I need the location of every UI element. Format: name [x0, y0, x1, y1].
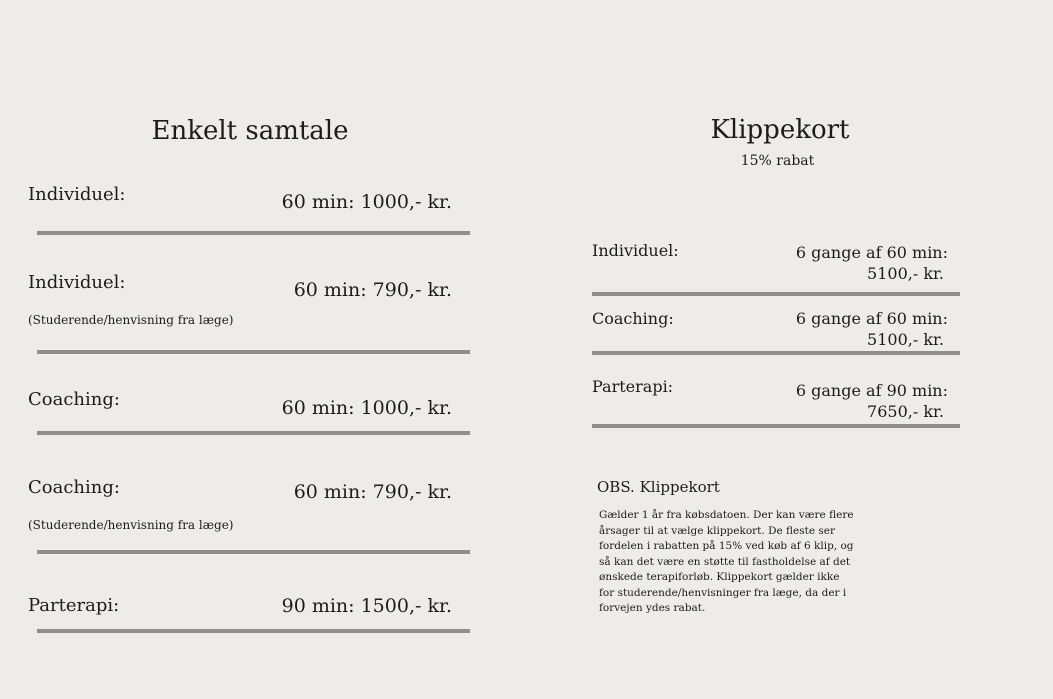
obs-title: OBS. Klippekort	[597, 478, 720, 496]
row-note-student: (Studerende/henvisning fra læge)	[28, 313, 234, 327]
klip-price-parterapi	[760, 380, 948, 422]
enkelt-samtale-heading: Enkelt samtale	[151, 116, 349, 146]
klip-label-individuel: Individuel:	[592, 241, 679, 260]
klip-price-line: 6 gange af 60 min:	[795, 243, 948, 262]
klippekort-heading: Klippekort	[710, 115, 850, 145]
klip-label-coaching: Coaching:	[592, 309, 674, 328]
row-label-individuel-student: Individuel:	[28, 272, 126, 293]
klip-price-coaching	[760, 308, 948, 350]
row-price-parterapi: 90 min: 1500,- kr.	[281, 595, 452, 617]
divider	[592, 351, 960, 355]
divider	[37, 629, 470, 633]
row-price-coaching: 60 min: 1000,- kr.	[281, 397, 452, 419]
klippekort-subtitle: 15% rabat	[740, 153, 815, 169]
divider	[37, 231, 470, 235]
row-price-coaching-student: 60 min: 790,- kr.	[293, 481, 452, 503]
divider	[37, 431, 470, 435]
row-label-individuel: Individuel:	[28, 184, 126, 205]
row-label-parterapi: Parterapi:	[28, 595, 120, 616]
klip-price-line: 6 gange af 90 min:	[795, 381, 948, 400]
klip-price-line: 6 gange af 60 min:	[795, 309, 948, 328]
divider	[592, 424, 960, 428]
divider	[592, 292, 960, 296]
row-price-individuel-student: 60 min: 790,- kr.	[293, 279, 452, 301]
row-label-coaching-student: Coaching:	[28, 477, 120, 498]
klip-label-parterapi: Parterapi:	[592, 377, 674, 396]
row-label-coaching: Coaching:	[28, 389, 120, 410]
divider	[37, 550, 470, 554]
klip-price-individuel	[760, 242, 948, 284]
row-note-student: (Studerende/henvisning fra læge)	[28, 518, 234, 532]
divider	[37, 350, 470, 354]
klip-price-total: 7650,- kr.	[867, 402, 944, 421]
row-price-individuel: 60 min: 1000,- kr.	[281, 191, 452, 213]
klip-price-total: 5100,- kr.	[867, 330, 944, 349]
obs-body: Gælder 1 år fra købsdatoen. Der kan være flere årsager til at vælge klippekort. De fleste ser fordelen i rabatten på 15% ved køb af 6 klip, og så kan det være en støtte til fastholdelse af det ønskede terapiforløb. Klippekort gælder ikke for studerende/henvisninger fra læge, da der i forvejen ydes rabat.	[599, 509, 854, 614]
klip-price-total: 5100,- kr.	[867, 264, 944, 283]
